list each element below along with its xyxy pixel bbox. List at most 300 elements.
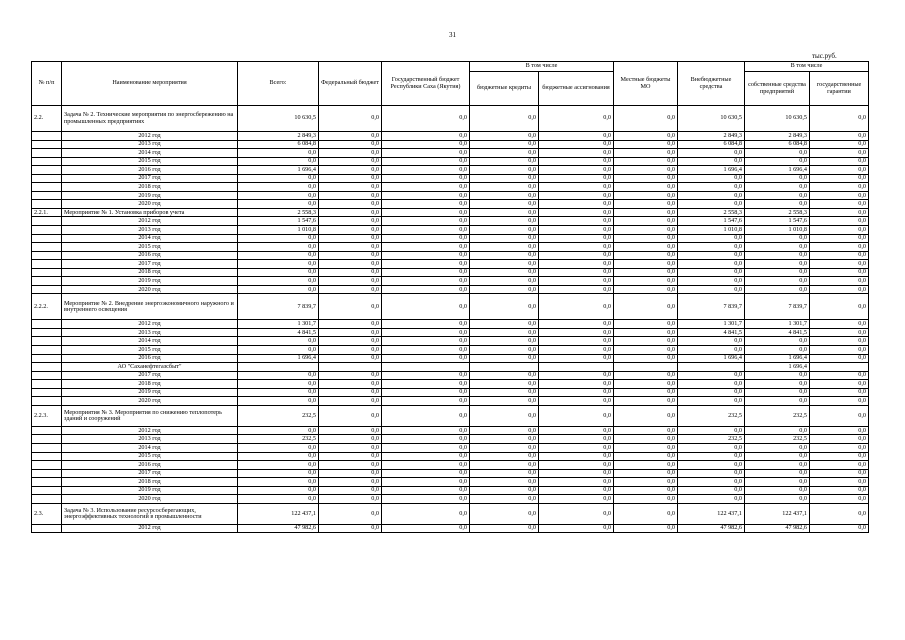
row-value: 0,0	[678, 191, 745, 200]
row-value: 0,0	[539, 217, 614, 226]
row-code	[32, 140, 62, 149]
row-value: 0,0	[810, 217, 869, 226]
row-value: 0,0	[470, 191, 539, 200]
row-value: 0,0	[539, 397, 614, 406]
row-name: 2012 год	[62, 320, 238, 329]
row-name: 2018 год	[62, 478, 238, 487]
row-value: 232,5	[238, 435, 319, 444]
row-value: 0,0	[810, 337, 869, 346]
header-local: Местные бюджеты МО	[614, 62, 678, 106]
row-value: 0,0	[238, 174, 319, 183]
row-value: 0,0	[810, 140, 869, 149]
row-value: 0,0	[382, 149, 470, 158]
row-value: 0,0	[382, 337, 470, 346]
row-value: 0,0	[319, 380, 382, 389]
table-row	[32, 435, 869, 444]
row-value: 0,0	[382, 260, 470, 269]
row-value: 0,0	[238, 251, 319, 260]
row-value: 0,0	[539, 268, 614, 277]
row-name: 2020 год	[62, 200, 238, 209]
row-value: 1 696,4	[745, 363, 810, 372]
row-name: 2015 год	[62, 243, 238, 252]
row-value: 0,0	[382, 503, 470, 524]
row-code: 2.2.1.	[32, 208, 62, 217]
row-value: 0,0	[238, 157, 319, 166]
row-value: 0,0	[238, 380, 319, 389]
row-name: 2017 год	[62, 469, 238, 478]
row-value: 0,0	[745, 191, 810, 200]
row-value: 0,0	[678, 388, 745, 397]
row-value: 0,0	[382, 435, 470, 444]
row-value: 0,0	[382, 106, 470, 132]
row-value: 0,0	[382, 183, 470, 192]
row-value: 0,0	[382, 166, 470, 175]
row-value: 0,0	[745, 174, 810, 183]
row-code	[32, 243, 62, 252]
row-value: 0,0	[810, 174, 869, 183]
row-value: 0,0	[810, 226, 869, 235]
row-code: 2.2.	[32, 106, 62, 132]
row-value	[678, 363, 745, 372]
row-value: 0,0	[319, 217, 382, 226]
row-value: 0,0	[539, 380, 614, 389]
row-value: 0,0	[382, 132, 470, 141]
table-row	[32, 260, 869, 269]
row-value: 0,0	[539, 140, 614, 149]
row-value: 0,0	[470, 106, 539, 132]
row-code	[32, 234, 62, 243]
table-row	[32, 174, 869, 183]
row-value: 0,0	[614, 208, 678, 217]
row-code	[32, 166, 62, 175]
row-value: 0,0	[810, 251, 869, 260]
row-name: АО "Саханефтегазсбыт"	[62, 363, 238, 372]
row-value: 0,0	[238, 461, 319, 470]
unit-label: тыс.руб.	[812, 52, 837, 60]
row-code	[32, 380, 62, 389]
row-value: 0,0	[810, 208, 869, 217]
row-value: 1 301,7	[678, 320, 745, 329]
row-value: 0,0	[614, 166, 678, 175]
row-value: 1 696,4	[238, 354, 319, 363]
row-value: 0,0	[614, 503, 678, 524]
row-value: 0,0	[810, 486, 869, 495]
row-value: 0,0	[470, 371, 539, 380]
row-value: 47 982,6	[678, 524, 745, 533]
row-name: 2012 год	[62, 426, 238, 435]
row-value: 0,0	[614, 354, 678, 363]
row-value: 0,0	[614, 469, 678, 478]
row-code	[32, 191, 62, 200]
row-value: 0,0	[678, 478, 745, 487]
row-value: 0,0	[745, 200, 810, 209]
row-value: 0,0	[382, 294, 470, 320]
row-value: 0,0	[319, 346, 382, 355]
row-value: 0,0	[470, 328, 539, 337]
table-row	[32, 363, 869, 372]
row-code	[32, 251, 62, 260]
row-value: 0,0	[539, 371, 614, 380]
row-name: 2019 год	[62, 486, 238, 495]
row-value: 6 084,8	[238, 140, 319, 149]
row-value: 0,0	[470, 268, 539, 277]
row-value: 0,0	[614, 397, 678, 406]
row-value: 0,0	[678, 426, 745, 435]
row-value: 0,0	[745, 461, 810, 470]
header-state: Государственный бюджет Республики Саха (Якутия)	[382, 62, 470, 106]
row-value: 0,0	[810, 346, 869, 355]
row-value: 0,0	[382, 285, 470, 294]
row-value: 0,0	[382, 461, 470, 470]
row-value: 1 301,7	[238, 320, 319, 329]
header-credits: бюджетные кредиты	[470, 72, 539, 106]
row-value: 0,0	[539, 191, 614, 200]
row-value: 0,0	[745, 452, 810, 461]
row-value: 1 696,4	[678, 166, 745, 175]
row-value: 0,0	[678, 157, 745, 166]
row-value: 232,5	[678, 405, 745, 426]
row-value: 0,0	[238, 268, 319, 277]
row-value: 0,0	[614, 495, 678, 504]
row-value: 0,0	[614, 149, 678, 158]
row-value: 0,0	[810, 200, 869, 209]
row-value: 0,0	[382, 157, 470, 166]
row-name: 2013 год	[62, 140, 238, 149]
row-value: 10 630,5	[745, 106, 810, 132]
row-value: 0,0	[745, 346, 810, 355]
row-value: 0,0	[238, 371, 319, 380]
row-value: 0,0	[238, 191, 319, 200]
row-value: 0,0	[810, 380, 869, 389]
row-value: 0,0	[539, 183, 614, 192]
table-row	[32, 217, 869, 226]
row-name: 2014 год	[62, 149, 238, 158]
table-row	[32, 183, 869, 192]
row-name: 2012 год	[62, 217, 238, 226]
row-value: 0,0	[382, 251, 470, 260]
row-value: 0,0	[382, 217, 470, 226]
row-name: 2018 год	[62, 183, 238, 192]
row-value: 0,0	[614, 380, 678, 389]
row-value: 0,0	[614, 132, 678, 141]
row-value: 0,0	[470, 405, 539, 426]
row-value: 0,0	[745, 277, 810, 286]
row-name: 2015 год	[62, 346, 238, 355]
table-row	[32, 380, 869, 389]
row-value: 0,0	[614, 106, 678, 132]
row-value: 0,0	[614, 524, 678, 533]
row-value: 0,0	[470, 183, 539, 192]
row-value: 0,0	[238, 397, 319, 406]
row-value: 0,0	[614, 405, 678, 426]
row-code	[32, 285, 62, 294]
table-row	[32, 337, 869, 346]
row-value: 47 982,6	[238, 524, 319, 533]
row-value: 0,0	[470, 320, 539, 329]
row-code	[32, 524, 62, 533]
row-value: 0,0	[470, 486, 539, 495]
row-name: 2019 год	[62, 388, 238, 397]
row-value: 0,0	[319, 388, 382, 397]
row-value: 0,0	[810, 426, 869, 435]
row-value: 1 696,4	[745, 166, 810, 175]
row-value: 0,0	[238, 277, 319, 286]
row-value: 0,0	[382, 191, 470, 200]
row-value: 0,0	[810, 320, 869, 329]
row-value: 232,5	[745, 405, 810, 426]
row-value: 2 849,3	[678, 132, 745, 141]
row-value: 0,0	[745, 149, 810, 158]
row-value: 0,0	[319, 461, 382, 470]
table-row	[32, 328, 869, 337]
row-code	[32, 268, 62, 277]
row-name: 2013 год	[62, 435, 238, 444]
page-number: 31	[449, 31, 456, 39]
row-value: 0,0	[810, 132, 869, 141]
table-row	[32, 226, 869, 235]
row-value: 0,0	[470, 380, 539, 389]
row-code	[32, 132, 62, 141]
row-value: 0,0	[382, 234, 470, 243]
row-value: 0,0	[382, 524, 470, 533]
row-value: 6 084,8	[678, 140, 745, 149]
row-value: 0,0	[745, 426, 810, 435]
row-value: 0,0	[470, 452, 539, 461]
row-value: 0,0	[678, 243, 745, 252]
header-including-2: В том числе	[745, 62, 869, 72]
row-value: 0,0	[539, 149, 614, 158]
row-value: 0,0	[810, 328, 869, 337]
row-value	[614, 363, 678, 372]
row-value: 0,0	[614, 285, 678, 294]
row-value: 0,0	[319, 486, 382, 495]
row-value: 0,0	[319, 524, 382, 533]
row-value: 0,0	[470, 443, 539, 452]
row-value: 0,0	[678, 260, 745, 269]
row-value: 0,0	[614, 174, 678, 183]
row-value: 0,0	[614, 260, 678, 269]
row-value: 0,0	[470, 132, 539, 141]
row-value: 0,0	[238, 469, 319, 478]
row-value: 0,0	[678, 285, 745, 294]
row-value: 0,0	[470, 174, 539, 183]
row-value: 0,0	[238, 234, 319, 243]
row-code	[32, 354, 62, 363]
row-value: 0,0	[319, 243, 382, 252]
row-code	[32, 443, 62, 452]
row-value: 0,0	[319, 495, 382, 504]
row-value: 0,0	[319, 226, 382, 235]
row-value: 0,0	[319, 443, 382, 452]
row-value: 0,0	[810, 478, 869, 487]
row-value	[470, 363, 539, 372]
row-code	[32, 495, 62, 504]
row-value: 0,0	[238, 149, 319, 158]
row-code: 2.2.2.	[32, 294, 62, 320]
row-value: 0,0	[614, 234, 678, 243]
row-value: 0,0	[319, 337, 382, 346]
row-value: 0,0	[470, 260, 539, 269]
row-value: 0,0	[539, 260, 614, 269]
row-value: 0,0	[238, 443, 319, 452]
row-value: 122 437,1	[238, 503, 319, 524]
row-value: 0,0	[539, 166, 614, 175]
row-value: 0,0	[238, 452, 319, 461]
row-code: 2.2.3.	[32, 405, 62, 426]
header-guarantees: государственные гарантии	[810, 72, 869, 106]
row-value: 0,0	[470, 226, 539, 235]
row-value: 0,0	[238, 478, 319, 487]
row-value: 0,0	[539, 461, 614, 470]
row-value: 0,0	[470, 140, 539, 149]
row-value: 0,0	[539, 132, 614, 141]
row-value: 0,0	[678, 461, 745, 470]
row-value: 0,0	[382, 174, 470, 183]
row-value: 0,0	[810, 106, 869, 132]
row-value: 0,0	[678, 397, 745, 406]
row-value: 0,0	[678, 486, 745, 495]
row-value: 0,0	[745, 469, 810, 478]
row-value: 0,0	[470, 294, 539, 320]
row-value: 0,0	[810, 268, 869, 277]
row-value: 1 547,6	[745, 217, 810, 226]
row-value: 0,0	[319, 234, 382, 243]
row-value: 0,0	[470, 200, 539, 209]
row-value: 1 010,8	[745, 226, 810, 235]
row-value: 4 841,5	[745, 328, 810, 337]
row-value: 0,0	[470, 285, 539, 294]
row-value: 1 696,4	[678, 354, 745, 363]
row-value: 0,0	[614, 486, 678, 495]
row-value: 2 558,3	[238, 208, 319, 217]
row-value: 0,0	[470, 426, 539, 435]
row-code	[32, 226, 62, 235]
row-value: 0,0	[470, 243, 539, 252]
row-value: 0,0	[382, 277, 470, 286]
row-value: 0,0	[470, 208, 539, 217]
row-value: 0,0	[745, 260, 810, 269]
row-name: 2014 год	[62, 443, 238, 452]
row-name: 2015 год	[62, 157, 238, 166]
row-value: 0,0	[539, 328, 614, 337]
row-value: 0,0	[539, 426, 614, 435]
row-name: 2014 год	[62, 337, 238, 346]
row-value: 0,0	[382, 371, 470, 380]
row-name: 2018 год	[62, 380, 238, 389]
row-value: 0,0	[238, 346, 319, 355]
row-value: 0,0	[614, 217, 678, 226]
row-value: 0,0	[810, 149, 869, 158]
row-code	[32, 200, 62, 209]
row-value: 1 010,8	[678, 226, 745, 235]
row-value: 0,0	[382, 243, 470, 252]
row-value: 0,0	[539, 294, 614, 320]
row-name: 2013 год	[62, 226, 238, 235]
row-value: 0,0	[745, 234, 810, 243]
row-name: 2016 год	[62, 354, 238, 363]
row-value: 0,0	[745, 495, 810, 504]
row-value: 47 982,6	[745, 524, 810, 533]
table-row	[32, 285, 869, 294]
row-value: 0,0	[614, 191, 678, 200]
row-value: 0,0	[539, 208, 614, 217]
row-name: 2015 год	[62, 452, 238, 461]
row-value: 0,0	[539, 452, 614, 461]
table-row	[32, 132, 869, 141]
row-code	[32, 397, 62, 406]
row-name: 2017 год	[62, 174, 238, 183]
row-value: 0,0	[319, 208, 382, 217]
row-value: 0,0	[319, 320, 382, 329]
row-value: 0,0	[810, 371, 869, 380]
row-value: 0,0	[810, 388, 869, 397]
row-value: 0,0	[745, 486, 810, 495]
header-num: № п/п	[32, 62, 62, 106]
row-value: 0,0	[382, 346, 470, 355]
row-name: 2017 год	[62, 260, 238, 269]
row-value: 0,0	[238, 495, 319, 504]
row-value: 0,0	[678, 174, 745, 183]
row-code	[32, 346, 62, 355]
row-value: 1 547,6	[678, 217, 745, 226]
row-value: 0,0	[810, 285, 869, 294]
header-extrabudget: Внебюджетные средства	[678, 62, 745, 106]
row-value: 0,0	[470, 354, 539, 363]
row-value: 0,0	[678, 346, 745, 355]
row-value: 0,0	[614, 478, 678, 487]
row-value: 1 547,6	[238, 217, 319, 226]
row-value: 0,0	[238, 243, 319, 252]
row-value: 0,0	[614, 461, 678, 470]
row-value: 0,0	[810, 461, 869, 470]
row-value: 0,0	[382, 397, 470, 406]
row-code	[32, 371, 62, 380]
row-value: 0,0	[614, 371, 678, 380]
row-value: 0,0	[614, 388, 678, 397]
row-value: 0,0	[319, 251, 382, 260]
table-row	[32, 234, 869, 243]
row-value: 2 849,3	[745, 132, 810, 141]
row-value: 232,5	[745, 435, 810, 444]
row-value	[238, 363, 319, 372]
row-value: 0,0	[382, 268, 470, 277]
row-value: 0,0	[678, 183, 745, 192]
row-value: 0,0	[539, 354, 614, 363]
row-value: 0,0	[238, 426, 319, 435]
row-value: 6 084,8	[745, 140, 810, 149]
row-value: 0,0	[238, 388, 319, 397]
table-row	[32, 346, 869, 355]
table-row	[32, 469, 869, 478]
row-value: 0,0	[319, 469, 382, 478]
row-value: 0,0	[678, 380, 745, 389]
row-value: 0,0	[382, 443, 470, 452]
row-value: 0,0	[382, 495, 470, 504]
table-row	[32, 294, 869, 320]
table-row	[32, 354, 869, 363]
row-name: 2018 год	[62, 268, 238, 277]
row-value: 0,0	[470, 503, 539, 524]
row-value: 1 010,8	[238, 226, 319, 235]
row-value: 0,0	[539, 285, 614, 294]
table-row	[32, 243, 869, 252]
row-value: 0,0	[745, 380, 810, 389]
row-value: 0,0	[238, 337, 319, 346]
row-value: 0,0	[745, 243, 810, 252]
row-value: 0,0	[470, 157, 539, 166]
row-name: 2020 год	[62, 397, 238, 406]
row-value: 0,0	[539, 277, 614, 286]
